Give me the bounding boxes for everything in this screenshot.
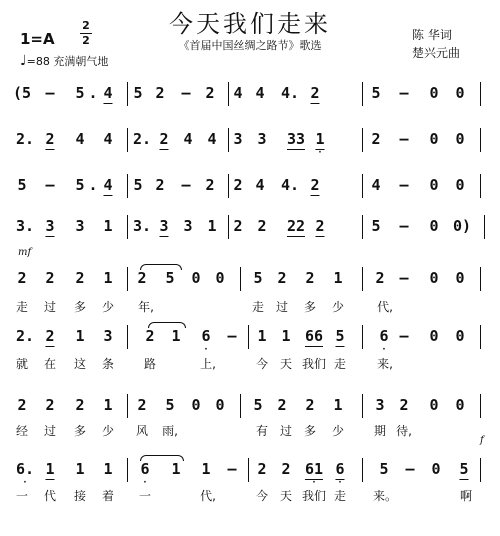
- note: —: [399, 84, 409, 102]
- note: 2: [233, 217, 243, 235]
- note: 5: [133, 176, 143, 194]
- barline: [480, 267, 481, 291]
- lyric-syllable: 代,: [200, 489, 216, 503]
- lyric-syllable: 走: [333, 489, 347, 503]
- lyric-syllable: 条: [101, 357, 115, 371]
- barline: [228, 174, 229, 198]
- note: 2: [75, 396, 85, 414]
- notation-line: [0, 217, 500, 241]
- barline: [127, 174, 128, 198]
- barline: [480, 128, 481, 152]
- barline: [362, 458, 363, 482]
- note: 0: [429, 217, 439, 235]
- barline: [248, 325, 249, 349]
- note: —: [181, 176, 191, 194]
- note: 1: [207, 217, 217, 235]
- key-signature: 1=A: [20, 30, 55, 48]
- lyric-syllable: 一: [138, 489, 152, 503]
- note: 3.: [15, 217, 35, 235]
- notation-line: [0, 84, 500, 108]
- lyric-syllable: 少: [331, 300, 345, 314]
- note: 1: [103, 217, 113, 235]
- note: 4.: [280, 176, 300, 194]
- note: 0: [429, 327, 439, 345]
- note: 5: [133, 84, 143, 102]
- octave-dot: ·: [381, 345, 387, 355]
- octave-dot: ·: [203, 345, 209, 355]
- barline: [127, 267, 128, 291]
- composer-credit: 楚兴元曲: [412, 46, 461, 60]
- lyrics-line: [0, 422, 500, 438]
- note: 3: [159, 217, 169, 235]
- note: 1: [103, 396, 113, 414]
- lyric-syllable: 风: [135, 424, 149, 438]
- lyric-syllable: 来。: [372, 489, 398, 503]
- note: 6 ·: [379, 327, 389, 355]
- note: 3: [257, 130, 267, 148]
- barline: [362, 267, 363, 291]
- lyric-syllable: 天: [279, 357, 293, 371]
- lyric-syllable: 期: [373, 424, 387, 438]
- lyric-syllable: 这: [73, 357, 87, 371]
- note: 2: [399, 396, 409, 414]
- barline: [480, 394, 481, 418]
- note: 1: [103, 460, 113, 478]
- barline: [480, 458, 481, 482]
- note: .: [88, 176, 98, 194]
- note: 2: [145, 327, 155, 345]
- note: 5: [165, 396, 175, 414]
- note: 66: [304, 327, 324, 345]
- note: 2: [137, 396, 147, 414]
- note: —: [399, 130, 409, 148]
- time-signature-bottom: 2: [82, 34, 90, 47]
- song-title: 今天我们走来: [169, 10, 331, 38]
- octave-dot: ·: [311, 478, 317, 488]
- note: 5: [17, 176, 27, 194]
- notation-line: [0, 130, 500, 158]
- note: 2: [257, 217, 267, 235]
- octave-dot: ·: [317, 148, 323, 158]
- note: 2: [305, 269, 315, 287]
- dynamic-mf: mf: [18, 247, 32, 258]
- note: 0: [455, 396, 465, 414]
- lyric-syllable: 着: [101, 489, 115, 503]
- note: 2: [375, 269, 385, 287]
- lyric-syllable: 有: [255, 424, 269, 438]
- lyric-syllable: 今: [255, 489, 269, 503]
- note: 2: [45, 327, 55, 345]
- notation-line: [0, 327, 500, 355]
- note: 2: [281, 460, 291, 478]
- note: 0: [191, 269, 201, 287]
- lyric-syllable: 走: [333, 357, 347, 371]
- note: 2.: [15, 327, 35, 345]
- lyric-syllable: 多: [303, 300, 317, 314]
- note: 3.: [132, 217, 152, 235]
- note: 0: [429, 396, 439, 414]
- note: 4: [207, 130, 217, 148]
- notation-line: [0, 460, 500, 488]
- note: 61 ·: [304, 460, 324, 488]
- note: 3: [45, 217, 55, 235]
- note: 1: [333, 269, 343, 287]
- lyric-syllable: 多: [73, 300, 87, 314]
- note: 0: [455, 84, 465, 102]
- note: 4: [75, 130, 85, 148]
- note: 0: [191, 396, 201, 414]
- note: 2: [75, 269, 85, 287]
- lyric-syllable: 待,: [396, 424, 412, 438]
- note: —: [181, 84, 191, 102]
- lyric-syllable: 啊: [459, 489, 473, 503]
- octave-dot: ·: [22, 478, 28, 488]
- barline: [362, 82, 363, 106]
- note: —: [399, 327, 409, 345]
- lyrics-line: [0, 298, 500, 314]
- lyric-syllable: 我们: [301, 489, 327, 503]
- lyric-syllable: 代,: [377, 300, 393, 314]
- note: 4.: [280, 84, 300, 102]
- note: 1: [257, 327, 267, 345]
- barline: [228, 128, 229, 152]
- lyric-syllable: 我们: [301, 357, 327, 371]
- note: 1: [75, 460, 85, 478]
- note: 0: [429, 176, 439, 194]
- note: 2: [305, 396, 315, 414]
- note: 4: [233, 84, 243, 102]
- note: 0: [429, 84, 439, 102]
- tempo-marking: [20, 53, 108, 69]
- lyric-syllable: 路: [143, 357, 157, 371]
- note: 2: [155, 176, 165, 194]
- barline: [127, 458, 128, 482]
- note: 5: [371, 84, 381, 102]
- note: 3: [183, 217, 193, 235]
- note: 33: [286, 130, 306, 148]
- note: 1: [103, 269, 113, 287]
- note: 5: [253, 269, 263, 287]
- note: 0: [455, 269, 465, 287]
- note: —: [227, 327, 237, 345]
- note: 1: [171, 327, 181, 345]
- time-signature-top: 2: [82, 19, 90, 32]
- note: 5: [335, 327, 345, 345]
- note: —: [45, 176, 55, 194]
- barline: [362, 394, 363, 418]
- lyric-syllable: 少: [331, 424, 345, 438]
- note: 5: [165, 269, 175, 287]
- note: 6 ·: [140, 460, 150, 488]
- note: 5: [371, 217, 381, 235]
- note: 2: [277, 396, 287, 414]
- note: 1: [171, 460, 181, 478]
- lyric-syllable: 过: [43, 300, 57, 314]
- lyric-syllable: 就: [15, 357, 29, 371]
- barline: [127, 325, 128, 349]
- note: 1: [201, 460, 211, 478]
- note: 1: [45, 460, 55, 478]
- notation-line: [0, 396, 500, 420]
- lyric-syllable: 天: [279, 489, 293, 503]
- note: 2: [205, 84, 215, 102]
- lyric-syllable: 走: [251, 300, 265, 314]
- note: 1: [333, 396, 343, 414]
- note: 0: [215, 269, 225, 287]
- note: 5: [75, 176, 85, 194]
- note: 0: [215, 396, 225, 414]
- note: 1: [281, 327, 291, 345]
- barline: [362, 215, 363, 239]
- note: 2: [17, 269, 27, 287]
- note: 0: [455, 130, 465, 148]
- note: —: [399, 269, 409, 287]
- note: 5: [459, 460, 469, 478]
- lyric-syllable: 今: [255, 357, 269, 371]
- tie-arc: [148, 322, 186, 328]
- note: 2: [205, 176, 215, 194]
- note: 2: [137, 269, 147, 287]
- barline: [127, 82, 128, 106]
- barline: [127, 128, 128, 152]
- note: —: [45, 84, 55, 102]
- note: (5: [12, 84, 32, 102]
- lyric-syllable: 来,: [377, 357, 393, 371]
- note: 2: [310, 84, 320, 102]
- note: 3: [103, 327, 113, 345]
- note: 1: [75, 327, 85, 345]
- quarter-note-icon: ♩: [20, 53, 27, 69]
- note: 6. ·: [15, 460, 35, 488]
- note: 0): [452, 217, 472, 235]
- lyric-syllable: 多: [73, 424, 87, 438]
- note: 2: [45, 396, 55, 414]
- lyric-syllable: 走: [15, 300, 29, 314]
- note: 2.: [132, 130, 152, 148]
- tie-arc: [140, 264, 182, 270]
- barline: [480, 174, 481, 198]
- lyric-syllable: 上,: [200, 357, 216, 371]
- dynamic-f: f: [480, 435, 484, 446]
- barline: [248, 458, 249, 482]
- note: 5: [253, 396, 263, 414]
- lyric-syllable: 过: [279, 424, 293, 438]
- barline: [362, 174, 363, 198]
- note: 4: [371, 176, 381, 194]
- lyric-syllable: 一: [15, 489, 29, 503]
- lyric-syllable: 年,: [138, 300, 154, 314]
- note: 6 ·: [335, 460, 345, 488]
- note: 4: [183, 130, 193, 148]
- note: 3: [75, 217, 85, 235]
- note: —: [227, 460, 237, 478]
- lyric-syllable: 接: [73, 489, 87, 503]
- lyric-syllable: 雨,: [162, 424, 178, 438]
- lyric-syllable: 少: [101, 424, 115, 438]
- note: 2: [277, 269, 287, 287]
- barline: [480, 82, 481, 106]
- note: 2: [17, 396, 27, 414]
- lyric-syllable: 过: [43, 424, 57, 438]
- note: 2: [155, 84, 165, 102]
- note: 4: [255, 84, 265, 102]
- lyric-syllable: 经: [15, 424, 29, 438]
- barline: [228, 82, 229, 106]
- note: 2: [257, 460, 267, 478]
- lyrics-line: [0, 487, 500, 503]
- lyric-syllable: 多: [303, 424, 317, 438]
- note: 2: [315, 217, 325, 235]
- note: 0: [431, 460, 441, 478]
- tie-arc: [140, 455, 184, 461]
- note: 0: [429, 269, 439, 287]
- octave-dot: ·: [337, 478, 343, 488]
- note: 4: [103, 84, 113, 102]
- barline: [480, 325, 481, 349]
- note: 5: [379, 460, 389, 478]
- barline: [127, 394, 128, 418]
- barline: [127, 215, 128, 239]
- note: 4: [103, 130, 113, 148]
- note: 3: [233, 130, 243, 148]
- barline: [362, 325, 363, 349]
- barline: [362, 128, 363, 152]
- lyrics-line: [0, 355, 500, 371]
- note: 4: [103, 176, 113, 194]
- barline: [240, 267, 241, 291]
- note: —: [405, 460, 415, 478]
- note: 1 ·: [315, 130, 325, 158]
- barline: [240, 394, 241, 418]
- song-subtitle: 《首届中国丝绸之路节》歌选: [178, 39, 322, 52]
- note: 0: [455, 176, 465, 194]
- note: 2: [45, 130, 55, 148]
- time-signature: [80, 20, 92, 47]
- lyric-syllable: 少: [101, 300, 115, 314]
- barline: [484, 215, 485, 239]
- notation-line: [0, 269, 500, 293]
- lyric-syllable: 在: [43, 357, 57, 371]
- note: —: [399, 176, 409, 194]
- note: 2.: [15, 130, 35, 148]
- note: 22: [286, 217, 306, 235]
- barline: [228, 215, 229, 239]
- note: 0: [455, 327, 465, 345]
- note: 0: [429, 130, 439, 148]
- note: .: [88, 84, 98, 102]
- note: 4: [255, 176, 265, 194]
- note: 5: [75, 84, 85, 102]
- note: 2: [159, 130, 169, 148]
- notation-line: [0, 176, 500, 200]
- lyric-syllable: 代: [43, 489, 57, 503]
- note: 2: [233, 176, 243, 194]
- lyric-syllable: 过: [275, 300, 289, 314]
- note: 2: [310, 176, 320, 194]
- note: 6 ·: [201, 327, 211, 355]
- note: 2: [371, 130, 381, 148]
- lyricist-credit: 陈 华词: [412, 28, 452, 42]
- note: 3: [375, 396, 385, 414]
- octave-dot: ·: [142, 478, 148, 488]
- note: —: [399, 217, 409, 235]
- note: 2: [45, 269, 55, 287]
- tempo-text: =88 充满朝气地: [26, 55, 109, 68]
